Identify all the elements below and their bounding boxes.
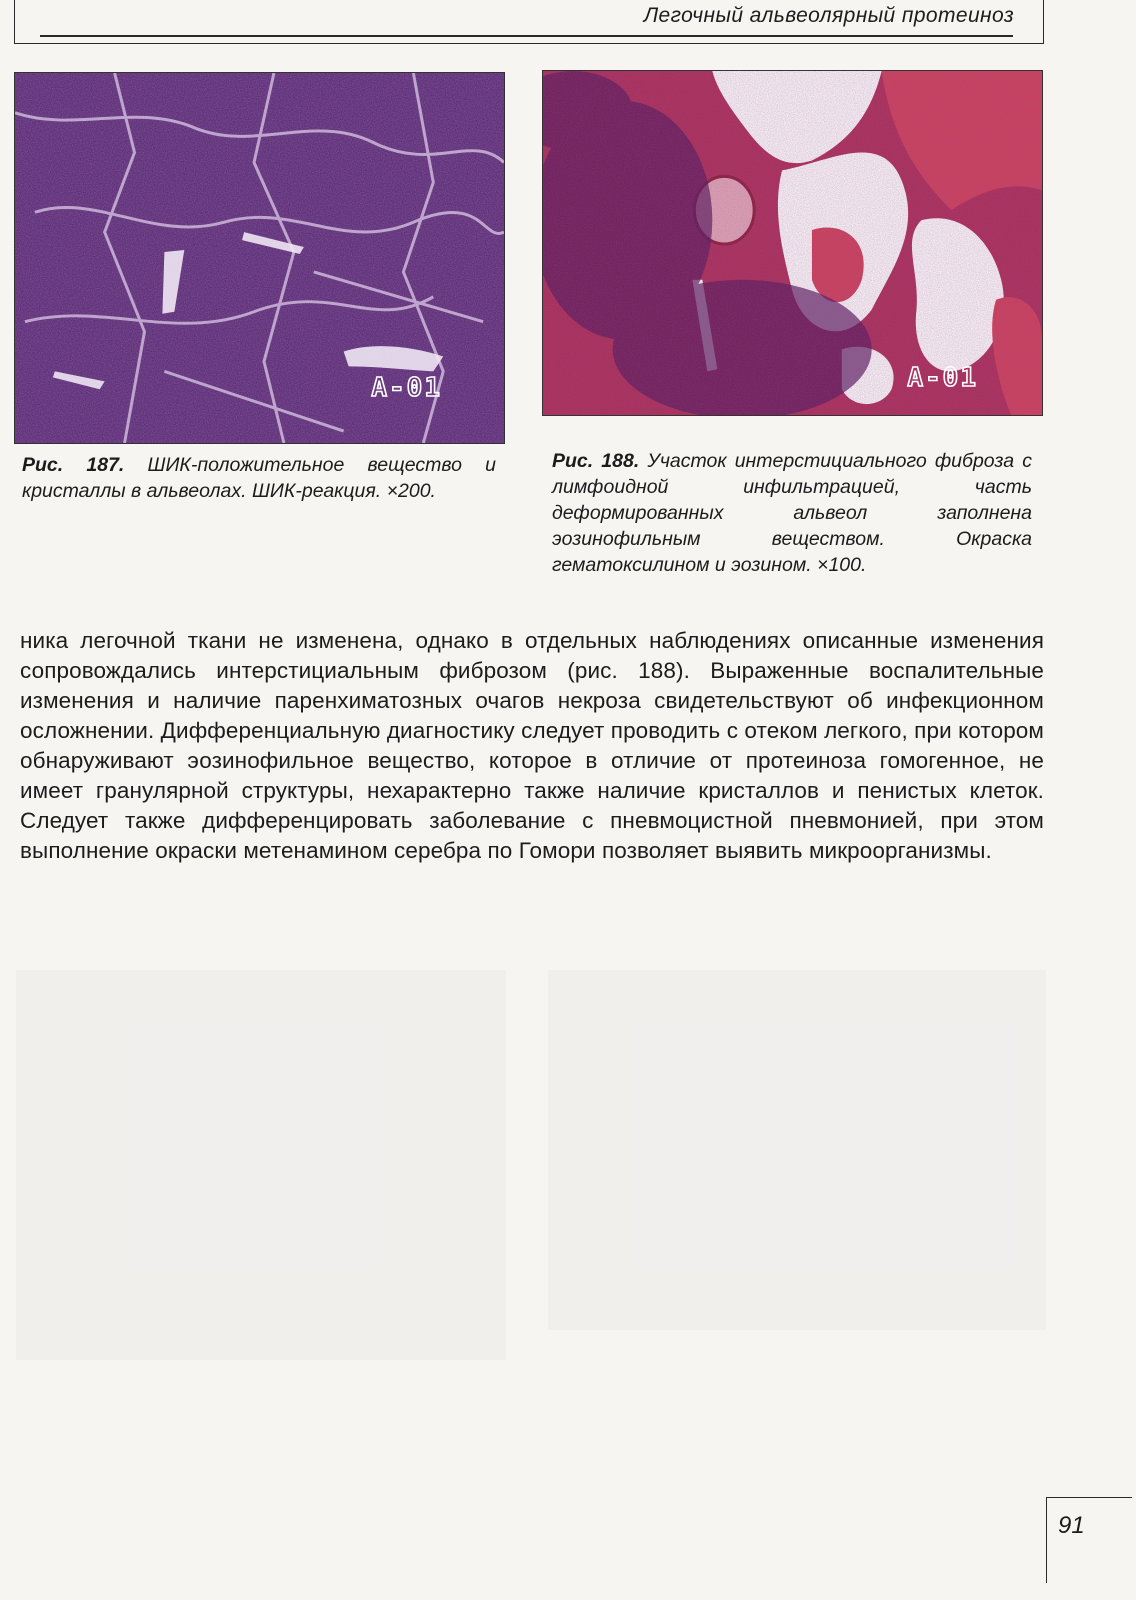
figure-187-caption-text: ШИК-положительное вещество и кристаллы в альвеолах. ШИК-реакция. ×200. <box>22 454 496 502</box>
running-header-title: Легочный альвеолярный протеиноз <box>643 4 1014 27</box>
image-label: A-01 <box>371 373 442 403</box>
figure-188-caption-text: Участок интерстициального фиброза с лимфоидной инфильтрацией, часть деформированных альвеол заполнена эозинофильным веществом. Окраска гематоксилином и эозином. ×100. <box>552 450 1032 576</box>
body-paragraph: ника легочной ткани не изменена, однако в отдельных наблюдениях описанные изменения сопровождались интерстициальным фиброзом (рис. 188). Выраженные воспалительные изменения и наличие паренхиматозных очагов некроза свидетельствуют об инфекционном осложнении. Дифференциальную диагностику следует проводить с отеком легкого, при котором обнаруживают эозинофильное вещество, которое в отличие от протеиноза гомогенное, не имеет гранулярной структуры, нехарактерно также наличие кристаллов и пенистых клеток. Следует также дифференцировать заболевание с пневмоцистной пневмонией, при этом выполнение окраски метенамином серебра по Гомори позволяет выявить микроорганизмы. <box>20 628 1044 863</box>
image-label: A-01 <box>907 363 978 393</box>
figure-188-micrograph <box>542 70 1043 416</box>
figure-187-number: Рис. 187. <box>22 454 125 476</box>
figure-187-micrograph <box>14 72 505 444</box>
figure-188-number: Рис. 188. <box>552 450 640 472</box>
show-through-left <box>16 970 506 1360</box>
page-number: 91 <box>1058 1512 1085 1539</box>
page-number-frame <box>1046 1497 1132 1583</box>
show-through-right <box>548 970 1046 1330</box>
figure-188-caption <box>552 448 1032 578</box>
header-rule <box>40 35 1013 37</box>
figure-187-caption <box>22 452 496 504</box>
